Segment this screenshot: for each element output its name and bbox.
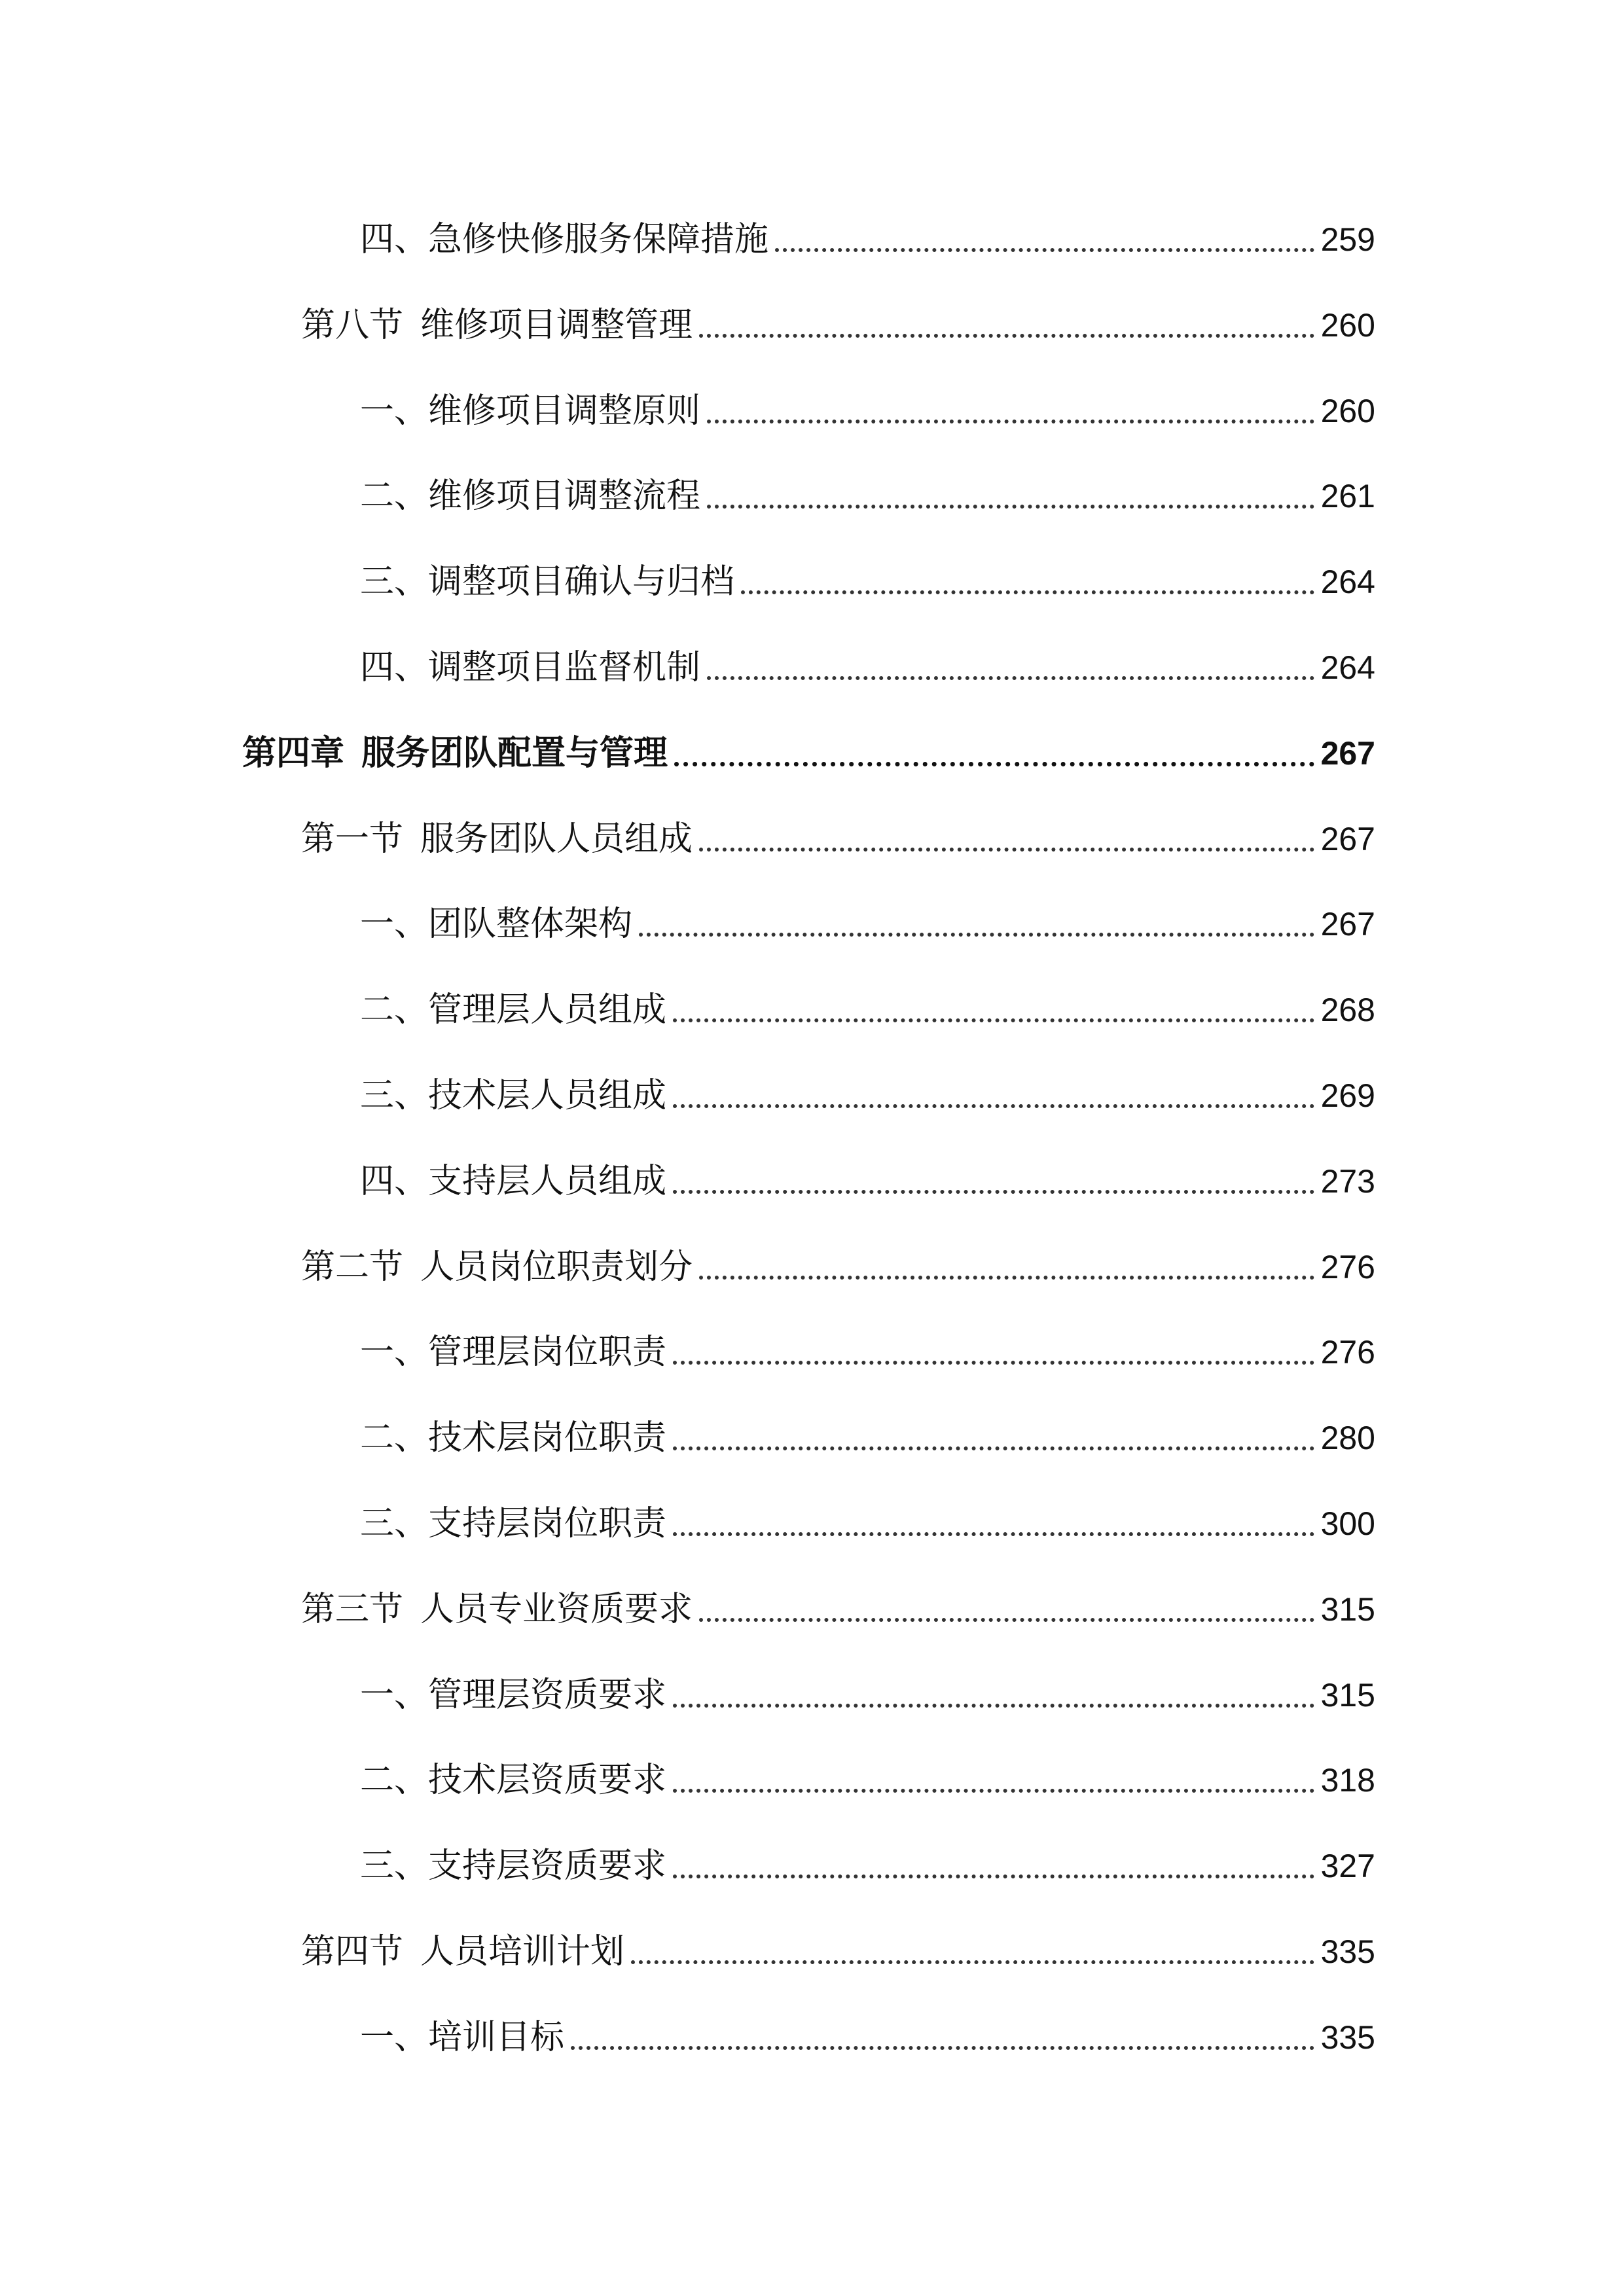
toc-entry-text: 管理层人员组成: [428, 990, 667, 1030]
toc-entry-number: 二、: [360, 1761, 429, 1800]
toc-entry[interactable]: [360, 1066, 1375, 1125]
toc-entry-number: 二、: [360, 476, 429, 516]
toc-entry-text: 服务团队人员组成: [420, 819, 693, 859]
toc-entry-title: [360, 1408, 666, 1467]
toc-entry-number: 一、: [360, 1676, 429, 1715]
toc-entry[interactable]: [360, 1152, 1375, 1211]
dot-leader: [673, 1104, 1314, 1108]
dot-leader: [699, 848, 1314, 852]
toc-entry-number: 第一节: [301, 819, 404, 859]
toc-entry-title: [301, 1580, 693, 1639]
toc-entry[interactable]: [360, 1494, 1375, 1553]
toc-entry-title: [360, 895, 632, 954]
toc-entry-title: [360, 1066, 666, 1125]
dot-leader: [673, 1361, 1314, 1365]
toc-page-number: 269: [1320, 1077, 1375, 1114]
toc-entry-number: 三、: [360, 1846, 429, 1886]
toc-entry-number: 三、: [360, 1504, 429, 1543]
toc-entry-text: 团队整体架构: [428, 905, 633, 944]
toc-entry-text: 技术层资质要求: [428, 1761, 667, 1800]
toc-entry-text: 支持层资质要求: [428, 1846, 667, 1886]
toc-entry[interactable]: [242, 724, 1375, 783]
toc-entry-text: 支持层岗位职责: [428, 1504, 667, 1543]
dot-leader: [673, 1018, 1314, 1022]
toc-page-number: 267: [1320, 821, 1375, 857]
toc-entry[interactable]: [360, 382, 1375, 440]
dot-leader: [707, 505, 1314, 509]
dot-leader: [639, 933, 1314, 937]
toc-page-number: 300: [1320, 1505, 1375, 1542]
toc-entry-number: 一、: [360, 391, 429, 431]
dot-leader: [707, 676, 1314, 680]
toc-entry-number: 第八节: [301, 306, 404, 345]
dot-leader: [673, 1789, 1314, 1793]
toc-page-number: 276: [1320, 1249, 1375, 1285]
toc-entry-number: 四、: [360, 1162, 429, 1201]
toc-entry-number: 一、: [360, 1333, 429, 1372]
dot-leader: [707, 420, 1314, 423]
toc-entry-text: 技术层人员组成: [428, 1076, 667, 1115]
dot-leader: [571, 2046, 1314, 2050]
toc-page-number: 260: [1320, 307, 1375, 344]
toc-entry-number: 一、: [360, 2018, 429, 2057]
toc-entry[interactable]: [360, 1323, 1375, 1382]
toc-page-number: 335: [1320, 1933, 1375, 1970]
toc-entry-text: 技术层岗位职责: [428, 1418, 667, 1458]
toc-entry[interactable]: [360, 1408, 1375, 1467]
toc-entry-title: [242, 724, 668, 783]
toc-entry-text: 管理层资质要求: [428, 1676, 667, 1715]
dot-leader: [673, 1874, 1314, 1878]
toc-entry-number: 二、: [360, 1418, 429, 1458]
toc-page-number: 280: [1320, 1420, 1375, 1456]
toc-entry[interactable]: [360, 1666, 1375, 1725]
toc-page-number: 260: [1320, 393, 1375, 429]
toc-entry[interactable]: [301, 810, 1375, 869]
toc-entry[interactable]: [360, 552, 1375, 611]
toc-entry[interactable]: [301, 1580, 1375, 1639]
toc-entry-title: [360, 638, 700, 697]
toc-page-number: 315: [1320, 1677, 1375, 1713]
toc-entry-text: 维修项目调整原则: [428, 391, 701, 431]
toc-entry-title: [360, 2008, 564, 2067]
toc-entry-number: 第二节: [301, 1247, 404, 1287]
toc-page-number: 318: [1320, 1762, 1375, 1799]
dot-leader: [673, 1446, 1314, 1450]
toc-entry-title: [360, 1666, 666, 1725]
toc-entry-title: [360, 1751, 666, 1810]
toc-entry[interactable]: [360, 638, 1375, 697]
toc-entry[interactable]: [301, 1238, 1375, 1297]
dot-leader: [699, 1618, 1314, 1622]
toc-page-number: 276: [1320, 1334, 1375, 1371]
toc-entry-text: 人员培训计划: [420, 1932, 625, 1971]
toc-entry-text: 人员专业资质要求: [420, 1590, 693, 1629]
dot-leader: [631, 1960, 1314, 1964]
toc-entry-title: [301, 1922, 624, 1981]
dot-leader: [673, 1190, 1314, 1194]
toc-entry-number: 三、: [360, 562, 429, 601]
toc-entry[interactable]: [360, 895, 1375, 954]
dot-leader: [673, 1704, 1314, 1708]
toc-entry-title: [360, 980, 666, 1039]
toc-entry-text: 管理层岗位职责: [428, 1333, 667, 1372]
toc-page-number: 264: [1320, 564, 1375, 600]
toc-entry-title: [360, 467, 700, 526]
toc-entry-title: [360, 552, 734, 611]
toc-entry-text: 维修项目调整管理: [420, 306, 693, 345]
toc-entry-title: [301, 296, 693, 355]
dot-leader: [699, 1276, 1314, 1280]
toc-entry-text: 服务团队配置与管理: [361, 734, 668, 773]
toc-entry[interactable]: [360, 980, 1375, 1039]
toc-entry[interactable]: [360, 1751, 1375, 1810]
toc-entry[interactable]: [360, 210, 1375, 269]
toc-entry-number: 一、: [360, 905, 429, 944]
toc-entry-text: 支持层人员组成: [428, 1162, 667, 1201]
toc-entry-number: 二、: [360, 990, 429, 1030]
toc-entry[interactable]: [360, 1837, 1375, 1895]
toc-entry-text: 人员岗位职责划分: [420, 1247, 693, 1287]
toc-entry-number: 第三节: [301, 1590, 404, 1629]
toc-entry-text: 急修快修服务保障措施: [428, 220, 769, 259]
toc-entry-title: [301, 810, 693, 869]
toc-entry[interactable]: [301, 296, 1375, 355]
toc-entry-text: 调整项目监督机制: [428, 648, 701, 687]
toc-entry[interactable]: [360, 2008, 1375, 2067]
dot-leader: [673, 1532, 1314, 1536]
toc-page-number: 261: [1320, 478, 1375, 514]
toc-entry-title: [360, 1152, 666, 1211]
toc-page-number: 259: [1320, 221, 1375, 258]
toc-entry-number: 三、: [360, 1076, 429, 1115]
toc-entry-title: [360, 210, 768, 269]
dot-leader: [741, 590, 1314, 594]
toc-entry-text: 调整项目确认与归档: [428, 562, 735, 601]
toc-page-number: 335: [1320, 2019, 1375, 2056]
dot-leader: [699, 334, 1314, 338]
toc-page-number: 264: [1320, 649, 1375, 686]
toc-entry-number: 第四章: [242, 734, 345, 773]
toc-entry-title: [360, 382, 700, 440]
toc-entry[interactable]: [360, 467, 1375, 526]
toc-entry-number: 第四节: [301, 1932, 404, 1971]
toc-page-number: 273: [1320, 1163, 1375, 1200]
toc-entry-number: 四、: [360, 648, 429, 687]
toc-page-number: 267: [1320, 906, 1375, 942]
toc-entry[interactable]: [301, 1922, 1375, 1981]
dot-leader: [775, 248, 1314, 252]
toc-page-number: 268: [1320, 992, 1375, 1028]
toc-page-number: 327: [1320, 1848, 1375, 1884]
toc-entry-text: 维修项目调整流程: [428, 476, 701, 516]
dot-leader: [674, 762, 1314, 766]
toc-entry-title: [301, 1238, 693, 1297]
toc-entry-number: 四、: [360, 220, 429, 259]
toc-page-number: 267: [1320, 735, 1375, 772]
toc-page-number: 315: [1320, 1591, 1375, 1628]
toc-entry-title: [360, 1494, 666, 1553]
toc-entry-title: [360, 1323, 666, 1382]
toc-entry-text: 培训目标: [428, 2018, 565, 2057]
toc-entry-title: [360, 1837, 666, 1895]
